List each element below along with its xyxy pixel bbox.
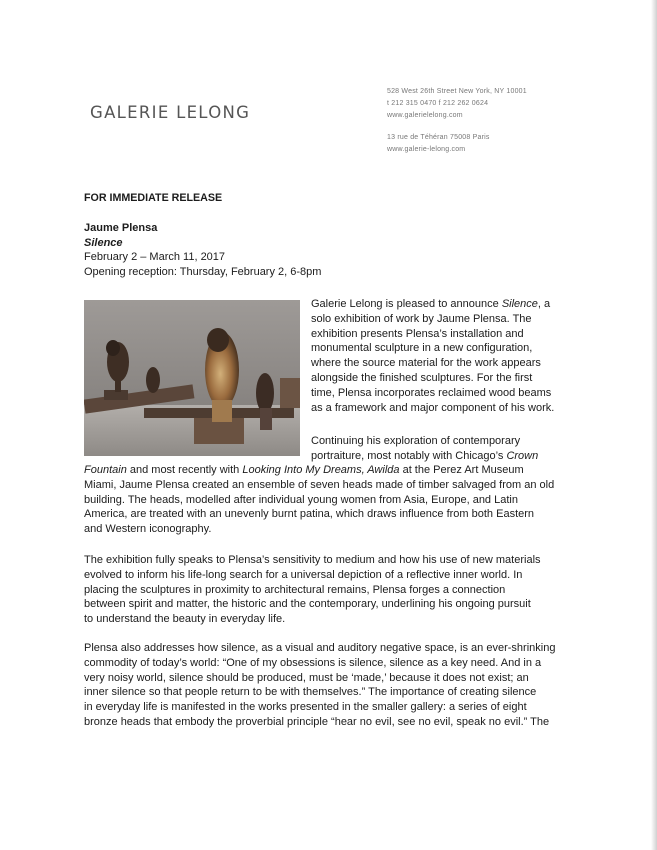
- text-segment: and Western iconography.: [84, 523, 212, 536]
- text-line: [311, 371, 569, 386]
- text-segment: , a: [537, 298, 551, 310]
- text-line: [311, 401, 569, 416]
- gallery-logo: GALERIE LELONG: [90, 103, 251, 122]
- ny-phone: t 212 315 0470 f 212 262 0624: [387, 100, 489, 107]
- text-line: [84, 463, 574, 478]
- opening-reception: Opening reception: Thursday, February 2, 6-8pm: [84, 265, 322, 278]
- italic-title: Looking Into My Dreams, Awilda: [242, 464, 400, 476]
- paragraph-intro: [311, 297, 569, 415]
- italic-title: Crown: [506, 449, 539, 462]
- text-segment: building. The heads, modelled after individual young women from Asia, Europe, and Latin: [84, 493, 518, 506]
- text-line: [311, 312, 569, 327]
- text-segment: Plensa also addresses how silence, as a visual and auditory negative space, is an ever-shrinking: [84, 642, 556, 654]
- text-segment: bronze heads that embody the proverbial principle “hear no evil, see no evil, speak no evil.” The: [84, 715, 550, 728]
- release-label: FOR IMMEDIATE RELEASE: [84, 192, 223, 204]
- text-line: [311, 434, 569, 449]
- text-line: [311, 297, 569, 312]
- text-line: [84, 715, 574, 730]
- paragraph-portraiture: [84, 463, 574, 537]
- text-segment: inner silence so that people return to be with themselves.” The importance of creating silence: [84, 686, 537, 699]
- text-line: [311, 341, 569, 356]
- text-line: [84, 522, 574, 537]
- text-segment: America, are treated with an unevenly burnt patina, which draws influence from both Eastern: [84, 508, 535, 521]
- text-segment: time, Plensa incorporates reclaimed wood beams: [311, 386, 552, 399]
- paragraph-portraiture-start: [311, 434, 569, 464]
- text-line: [84, 656, 574, 671]
- text-line: [84, 671, 574, 686]
- text-segment: Continuing his exploration of contemporary: [311, 435, 521, 447]
- text-line: [311, 449, 569, 464]
- text-segment: commodity of today’s world: “One of my obsessions is silence, silence as a key need. And in a: [84, 656, 542, 669]
- text-line: [311, 356, 569, 371]
- text-segment: alongside the finished sculptures. For the first: [311, 371, 533, 384]
- text-segment: very noisy world, silence should be produced, must be ‘made,’ because it does not exist; an: [84, 671, 529, 684]
- exhibition-title: Silence: [84, 236, 123, 249]
- paragraph-silence: [84, 641, 574, 730]
- text-segment: placing the sculptures in proximity to architectural remains, Plensa forges a connection: [84, 583, 506, 596]
- exhibition-dates: February 2 – March 11, 2017: [84, 251, 226, 263]
- text-segment: where the source material for the work appears: [311, 357, 541, 370]
- ny-website: www.galerielelong.com: [387, 112, 463, 119]
- italic-title: Silence: [501, 298, 538, 310]
- text-segment: Galerie Lelong is pleased to announce: [311, 298, 502, 310]
- text-segment: exhibition presents Plensa’s installation and: [311, 327, 524, 340]
- text-segment: evolved to inform his life-long search for a universal depiction of a reflective inner world. In: [84, 568, 523, 581]
- paragraph-medium: [84, 553, 574, 627]
- text-line: [84, 493, 574, 508]
- sculpture-photo: [84, 300, 300, 456]
- paris-website: www.galerie-lelong.com: [387, 146, 466, 153]
- text-segment: Miami, Jaume Plensa created an ensemble of seven heads made of timber salvaged from an old: [84, 478, 555, 491]
- text-segment: solo exhibition of work by Jaume Plensa. The: [311, 312, 532, 325]
- text-line: [84, 685, 574, 700]
- text-segment: in everyday life is manifested in the works presented in the smaller gallery: a series of eight: [84, 701, 527, 714]
- text-line: [84, 641, 574, 656]
- ny-address: 528 West 26th Street New York, NY 10001: [387, 88, 527, 95]
- text-line: [84, 568, 574, 583]
- text-line: [84, 612, 574, 627]
- italic-title: Fountain: [84, 464, 127, 476]
- page-edge-shadow: [651, 0, 657, 850]
- text-segment: between spirit and matter, the historic and the contemporary, underlining his ongoing pursuit: [84, 598, 531, 611]
- text-line: [84, 597, 574, 612]
- text-line: [84, 507, 574, 522]
- paris-address: 13 rue de Téhéran 75008 Paris: [387, 134, 490, 141]
- text-line: [311, 386, 569, 401]
- text-line: [84, 478, 574, 493]
- text-segment: The exhibition fully speaks to Plensa’s sensitivity to medium and how his use of new materials: [84, 554, 541, 566]
- exhibition-info: [84, 221, 321, 279]
- text-segment: to understand the beauty in everyday life.: [84, 613, 286, 626]
- text-line: [84, 700, 574, 715]
- text-segment: at the Perez Art Museum: [399, 464, 524, 476]
- letterhead-address: [387, 86, 527, 156]
- text-line: [311, 327, 569, 342]
- text-segment: as a framework and major component of his work.: [311, 401, 555, 414]
- text-segment: monumental sculpture in a new configuration,: [311, 342, 533, 355]
- artist-name: Jaume Plensa: [84, 222, 158, 234]
- text-segment: portraiture, most notably with Chicago’s: [311, 449, 507, 462]
- text-segment: and most recently with: [126, 464, 243, 476]
- text-line: [84, 553, 574, 568]
- text-line: [84, 583, 574, 598]
